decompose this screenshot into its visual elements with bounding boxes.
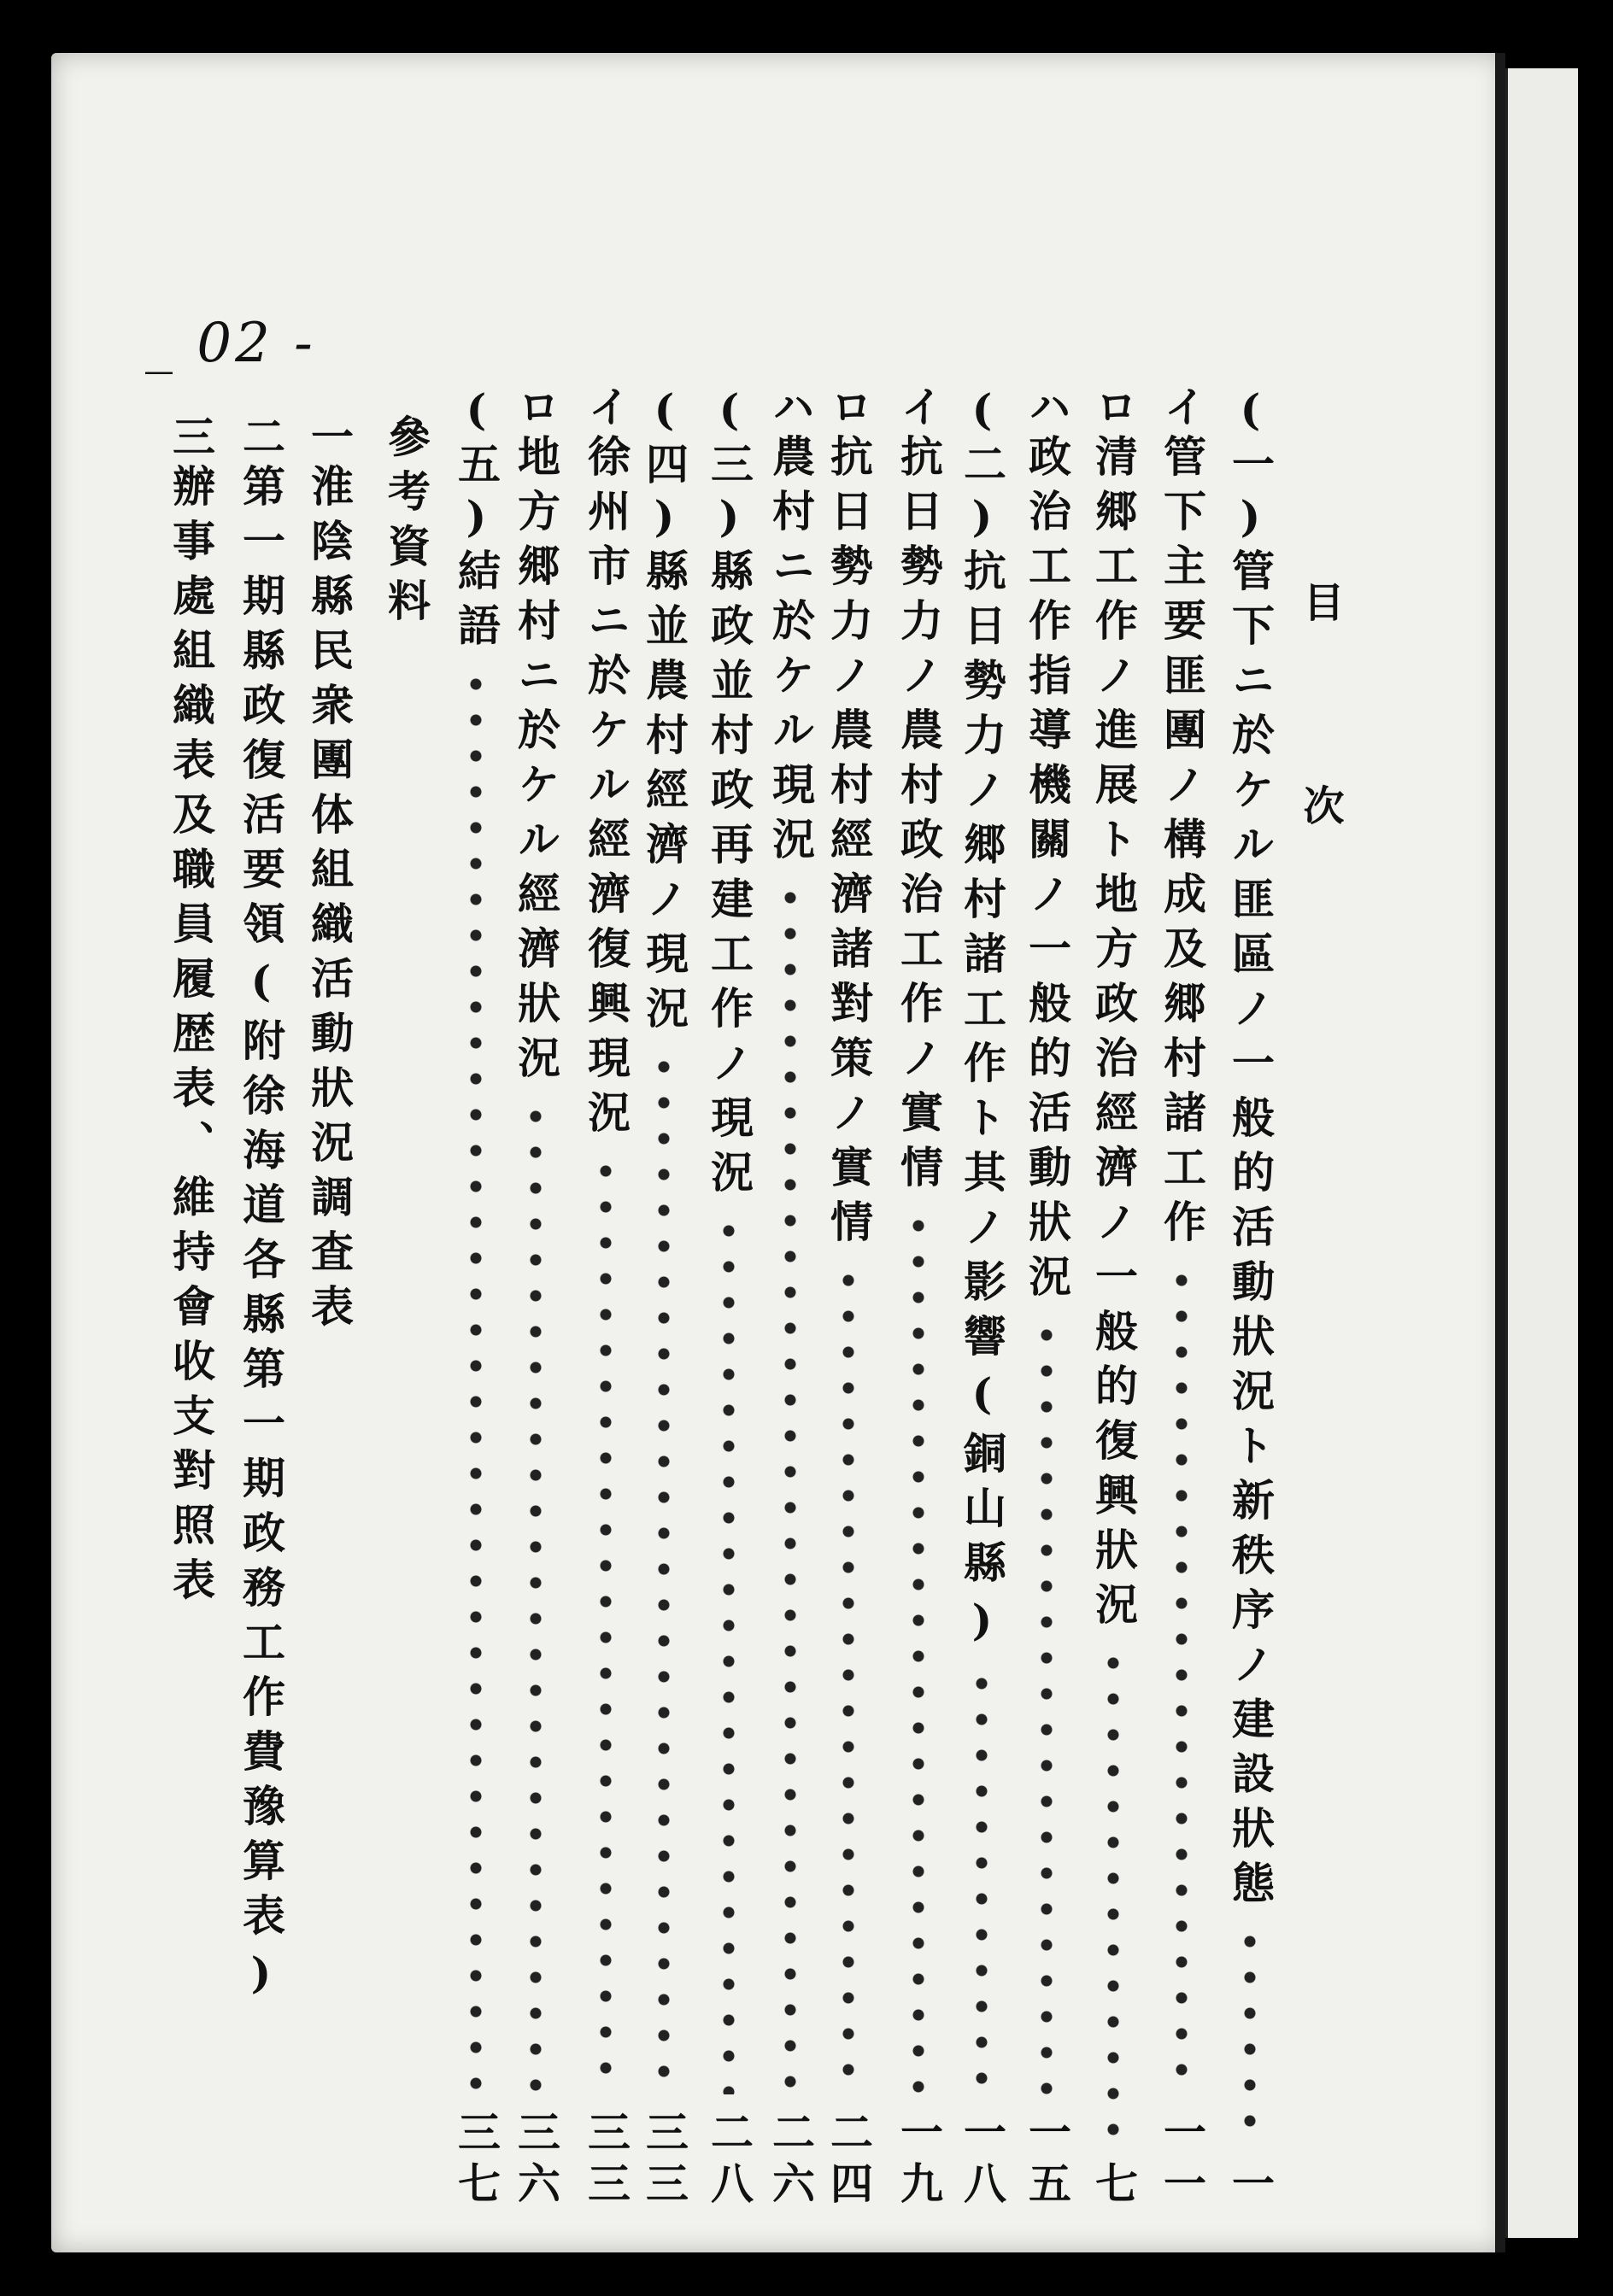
dot-leader: [514, 1098, 557, 2094]
dot-leader: [1229, 1924, 1271, 2146]
binding-edge: [1495, 53, 1505, 2252]
toc-entry-page-number: 二六: [765, 2110, 816, 2212]
handwritten-page-mark: _ 02 -: [145, 312, 316, 375]
toc-entry-page-number: 一八: [957, 2110, 1007, 2212]
toc-entry-marker: (四): [639, 384, 689, 548]
toc-entry-title: 淮陰縣民衆團体組織活動狀況調査表: [304, 464, 355, 1338]
toc-entry[interactable]: [1143, 384, 1207, 2212]
toc-entry-title: 清郷工作ノ進展ト地方政治經濟ノ一般的復興狀況: [1088, 434, 1139, 1637]
toc-entry[interactable]: [625, 384, 689, 2212]
toc-entry[interactable]: [752, 384, 816, 2212]
toc-entry[interactable]: [567, 384, 631, 2212]
toc-entry-page-number: 一九: [894, 2110, 944, 2212]
toc-entry[interactable]: [222, 414, 286, 2242]
toc-entry-title: 縣並農村經濟ノ現況: [639, 548, 689, 1040]
toc-entry-title: 第一期縣政復活要領(附徐海道各縣第一期政務工作費豫算表): [236, 464, 286, 2010]
toc-entry-title: 結語: [451, 548, 501, 658]
dot-leader: [960, 1666, 1003, 2094]
toc-entry-marker: (一): [1225, 384, 1276, 548]
toc-entry-page-number: 三三: [639, 2110, 689, 2212]
toc-entry[interactable]: [880, 384, 944, 2212]
toc-entry-title: 抗日勢力ノ農村經濟諸對策ノ實情: [824, 434, 874, 1254]
dot-leader: [455, 666, 497, 2094]
toc-entry-title: 抗日勢力ノ郷村諸工作ト其ノ影響(銅山縣): [957, 548, 1007, 1657]
toc-entry-marker: 一: [304, 414, 355, 464]
toc-entry-title: 農村ニ於ケル現況: [765, 434, 816, 871]
toc-entry-page-number: 三七: [451, 2110, 501, 2212]
toc-entry[interactable]: [290, 414, 355, 2242]
toc-entry-title: 徐州市ニ於ケル經濟復興現況: [581, 434, 631, 1145]
toc-entry-marker: イ: [894, 384, 944, 434]
dot-leader: [827, 1262, 870, 2094]
dot-leader: [707, 1213, 750, 2094]
toc-entry-marker: 三: [166, 414, 216, 464]
toc-entry-title: 政治工作指導機關ノ一般的活動狀況: [1022, 434, 1072, 1309]
toc-entry-title: 地方郷村ニ於ケル經濟狀況: [511, 434, 561, 1090]
toc-entry-page-number: 三三: [581, 2110, 631, 2212]
toc-entry[interactable]: [943, 384, 1007, 2212]
toc-entry-page-number: 一: [1225, 2161, 1276, 2212]
toc-entry-page-number: 三六: [511, 2110, 561, 2212]
toc-entry-marker: ハ: [1022, 384, 1072, 434]
toc-entry-page-number: 二四: [824, 2110, 874, 2212]
toc-entry-marker: イ: [581, 384, 631, 434]
toc-entry[interactable]: [152, 414, 216, 2242]
toc-entry-page-number: 二八: [704, 2110, 754, 2212]
toc-entry-marker: イ: [1157, 384, 1207, 434]
toc-entry[interactable]: [1211, 384, 1276, 2212]
toc-entry[interactable]: [1008, 384, 1072, 2212]
toc-entry[interactable]: [810, 384, 874, 2212]
adjacent-page-strip: [1505, 68, 1578, 2238]
dot-leader: [1025, 1317, 1068, 2094]
toc-entry-title: 參考資料: [381, 414, 431, 633]
dot-leader: [1092, 1645, 1135, 2146]
toc-entry[interactable]: [690, 384, 754, 2212]
toc-entry-marker: (二): [957, 384, 1007, 548]
toc-entry-title: 縣政並村政再建工作ノ現況: [704, 548, 754, 1204]
toc-entry-title: 辦事處組織表及職員履歴表、維持會收支對照表: [166, 464, 216, 1612]
toc-entry[interactable]: [437, 384, 501, 2212]
toc-heading: 目次: [1296, 581, 1344, 987]
dot-leader: [584, 1153, 627, 2094]
toc-entry-marker: ロ: [511, 384, 561, 434]
toc-entry-title: 管下ニ於ケル匪區ノ一般的活動狀況ト新秩序ノ建設狀態: [1225, 548, 1276, 1915]
toc-entry-title: 抗日勢力ノ農村政治工作ノ實情: [894, 434, 944, 1199]
toc-entry-marker: (三): [704, 384, 754, 548]
dot-leader: [897, 1208, 940, 2094]
toc-entry[interactable]: [497, 384, 561, 2212]
toc-entry[interactable]: [367, 414, 431, 2242]
dot-leader: [1160, 1262, 1203, 2094]
toc-entry-page-number: 一一: [1157, 2110, 1207, 2212]
toc-entry-marker: (五): [451, 384, 501, 548]
toc-entry-marker: ハ: [765, 384, 816, 434]
toc-entry-page-number: 七: [1088, 2161, 1139, 2212]
toc-entry-marker: 二: [236, 414, 286, 464]
toc-entry-marker: ロ: [824, 384, 874, 434]
toc-entry-marker: ロ: [1088, 384, 1139, 434]
dot-leader: [642, 1049, 685, 2094]
toc-entry-page-number: 一五: [1022, 2110, 1072, 2212]
dot-leader: [769, 880, 812, 2094]
toc-entry-title: 管下主要匪團ノ構成及郷村諸工作: [1157, 434, 1207, 1254]
toc-entry[interactable]: [1075, 384, 1139, 2212]
